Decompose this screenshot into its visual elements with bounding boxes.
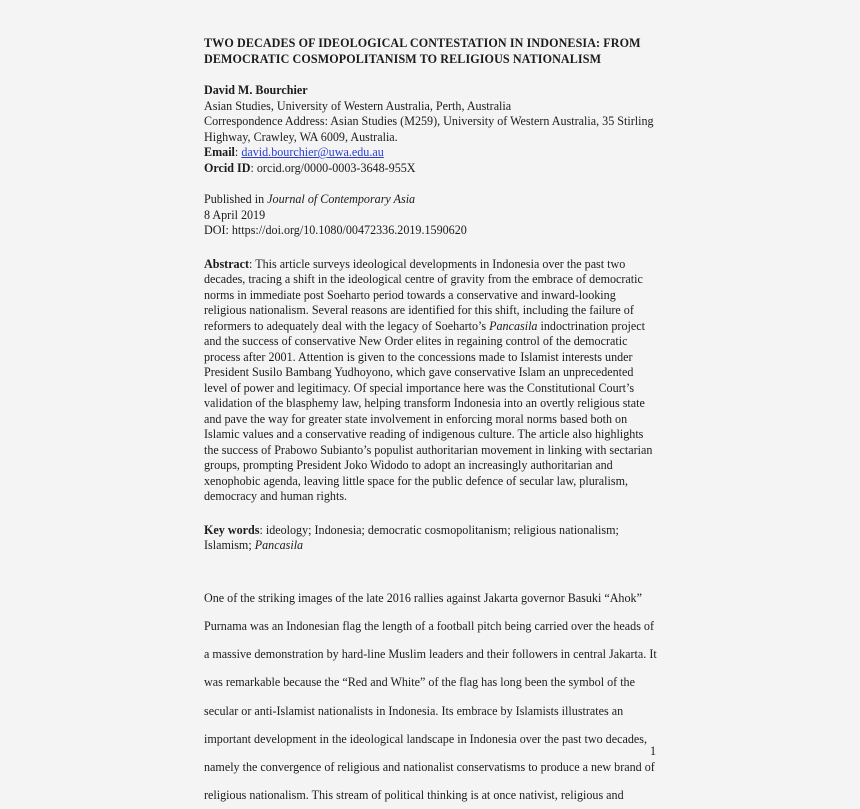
abstract-label: Abstract <box>204 256 250 271</box>
page-number: 1 <box>649 744 656 758</box>
paper-title: TWO DECADES OF IDEOLOGICAL CONTESTATION IN INDONESIA: FROM DEMOCRATIC COSMOPOLITANISM TO RELIGIOUS NATIONALISM <box>204 36 641 66</box>
author-block <box>204 83 656 176</box>
page-content <box>204 36 656 809</box>
author-name: David M. Bourchier <box>204 83 308 98</box>
body-paragraph-1: One of the striking images of the late 2016 rallies against Jakarta governor Basuki “Ahok” Purnama was an Indonesian flag the length of a football pitch being carried over the heads of a massive demonstration by hard-line Muslim leaders and their followers in central Jakarta. It was remarkable because the “Red and White” of the flag has long been the symbol of the secular or anti-Islamist nationalists in Indonesia. Its embrace by Islamists illustrates an important development in the ideological landscape in Indonesia over the past two decades, namely the convergence of religious and nationalist conservatisms to produce a new brand of religious nationalism. This stream of political thinking is at once nativist, religious and <box>204 590 657 803</box>
keywords-italic-pancasila: Pancasila <box>254 538 304 553</box>
keywords-paragraph <box>204 523 656 554</box>
journal-name: Journal of Contemporary Asia <box>267 192 416 207</box>
publication-date: 8 April 2019 <box>204 207 266 222</box>
orcid-line <box>204 161 656 177</box>
orcid-label: Orcid ID <box>204 160 251 175</box>
email-link[interactable]: david.bourchier@uwa.edu.au <box>241 145 384 160</box>
orcid-value: orcid.org/0000-0003-3648-955X <box>256 160 416 175</box>
email-separator: : <box>234 145 242 160</box>
keywords-label: Key words <box>204 522 260 537</box>
keywords-text: ideology; Indonesia; democratic cosmopolitanism; religious nationalism; Islamism; <box>204 522 619 553</box>
published-in-line <box>204 192 656 208</box>
published-in-prefix: Published in <box>204 192 268 207</box>
abstract-separator: : <box>249 256 256 271</box>
abstract-text-part2: indoctrination project and the success of conservative New Order elites in regaining control of the democratic process after 2001. Attention is given to the concessions made to Islamist interests under President Susilo Bambang Yudhoyono, which gave conservative Islam an unprecedented level of power and legitimacy. Of special importance here was the Constitutional Court’s validation of the blasphemy law, helping transform Indonesia into an overtly religious state and pave the way for greater state involvement in enforcing moral norms based both on Islamic values and a conservative reading of indigenous culture. The article also highlights the success of Prabowo Subianto’s populist authoritarian movement in linking with sectarian groups, prompting President Joko Widodo to adopt an increasingly authoritarian and xenophobic agenda, leaving little space for the public defence of secular law, pluralism, democracy and human rights. <box>204 318 653 504</box>
doi-line: DOI: https://doi.org/10.1080/00472336.2019.1590620 <box>204 223 467 238</box>
abstract-text-part1: This article surveys ideological developments in Indonesia over the past two decades, tracing a shift in the ideological centre of gravity from the embrace of democratic norms in immediate post Soeharto period towards a conservative and inward-looking religious nationalism. Several reasons are identified for this shift, including the failure of reformers to adequately deal with the legacy of Soeharto’s <box>204 256 643 333</box>
abstract-paragraph <box>204 257 656 505</box>
abstract-italic-pancasila: Pancasila <box>489 318 538 333</box>
publication-block <box>204 192 656 239</box>
orcid-separator: : <box>250 160 257 175</box>
keywords-separator: : <box>259 522 266 537</box>
author-affiliation: Asian Studies, University of Western Australia, Perth, Australia <box>204 98 512 113</box>
correspondence-address: Correspondence Address: Asian Studies (M259), University of Western Australia, 35 Stirling Highway, Crawley, WA 6009, Australia. <box>204 114 654 144</box>
email-line <box>204 145 656 161</box>
email-label: Email <box>204 145 235 160</box>
